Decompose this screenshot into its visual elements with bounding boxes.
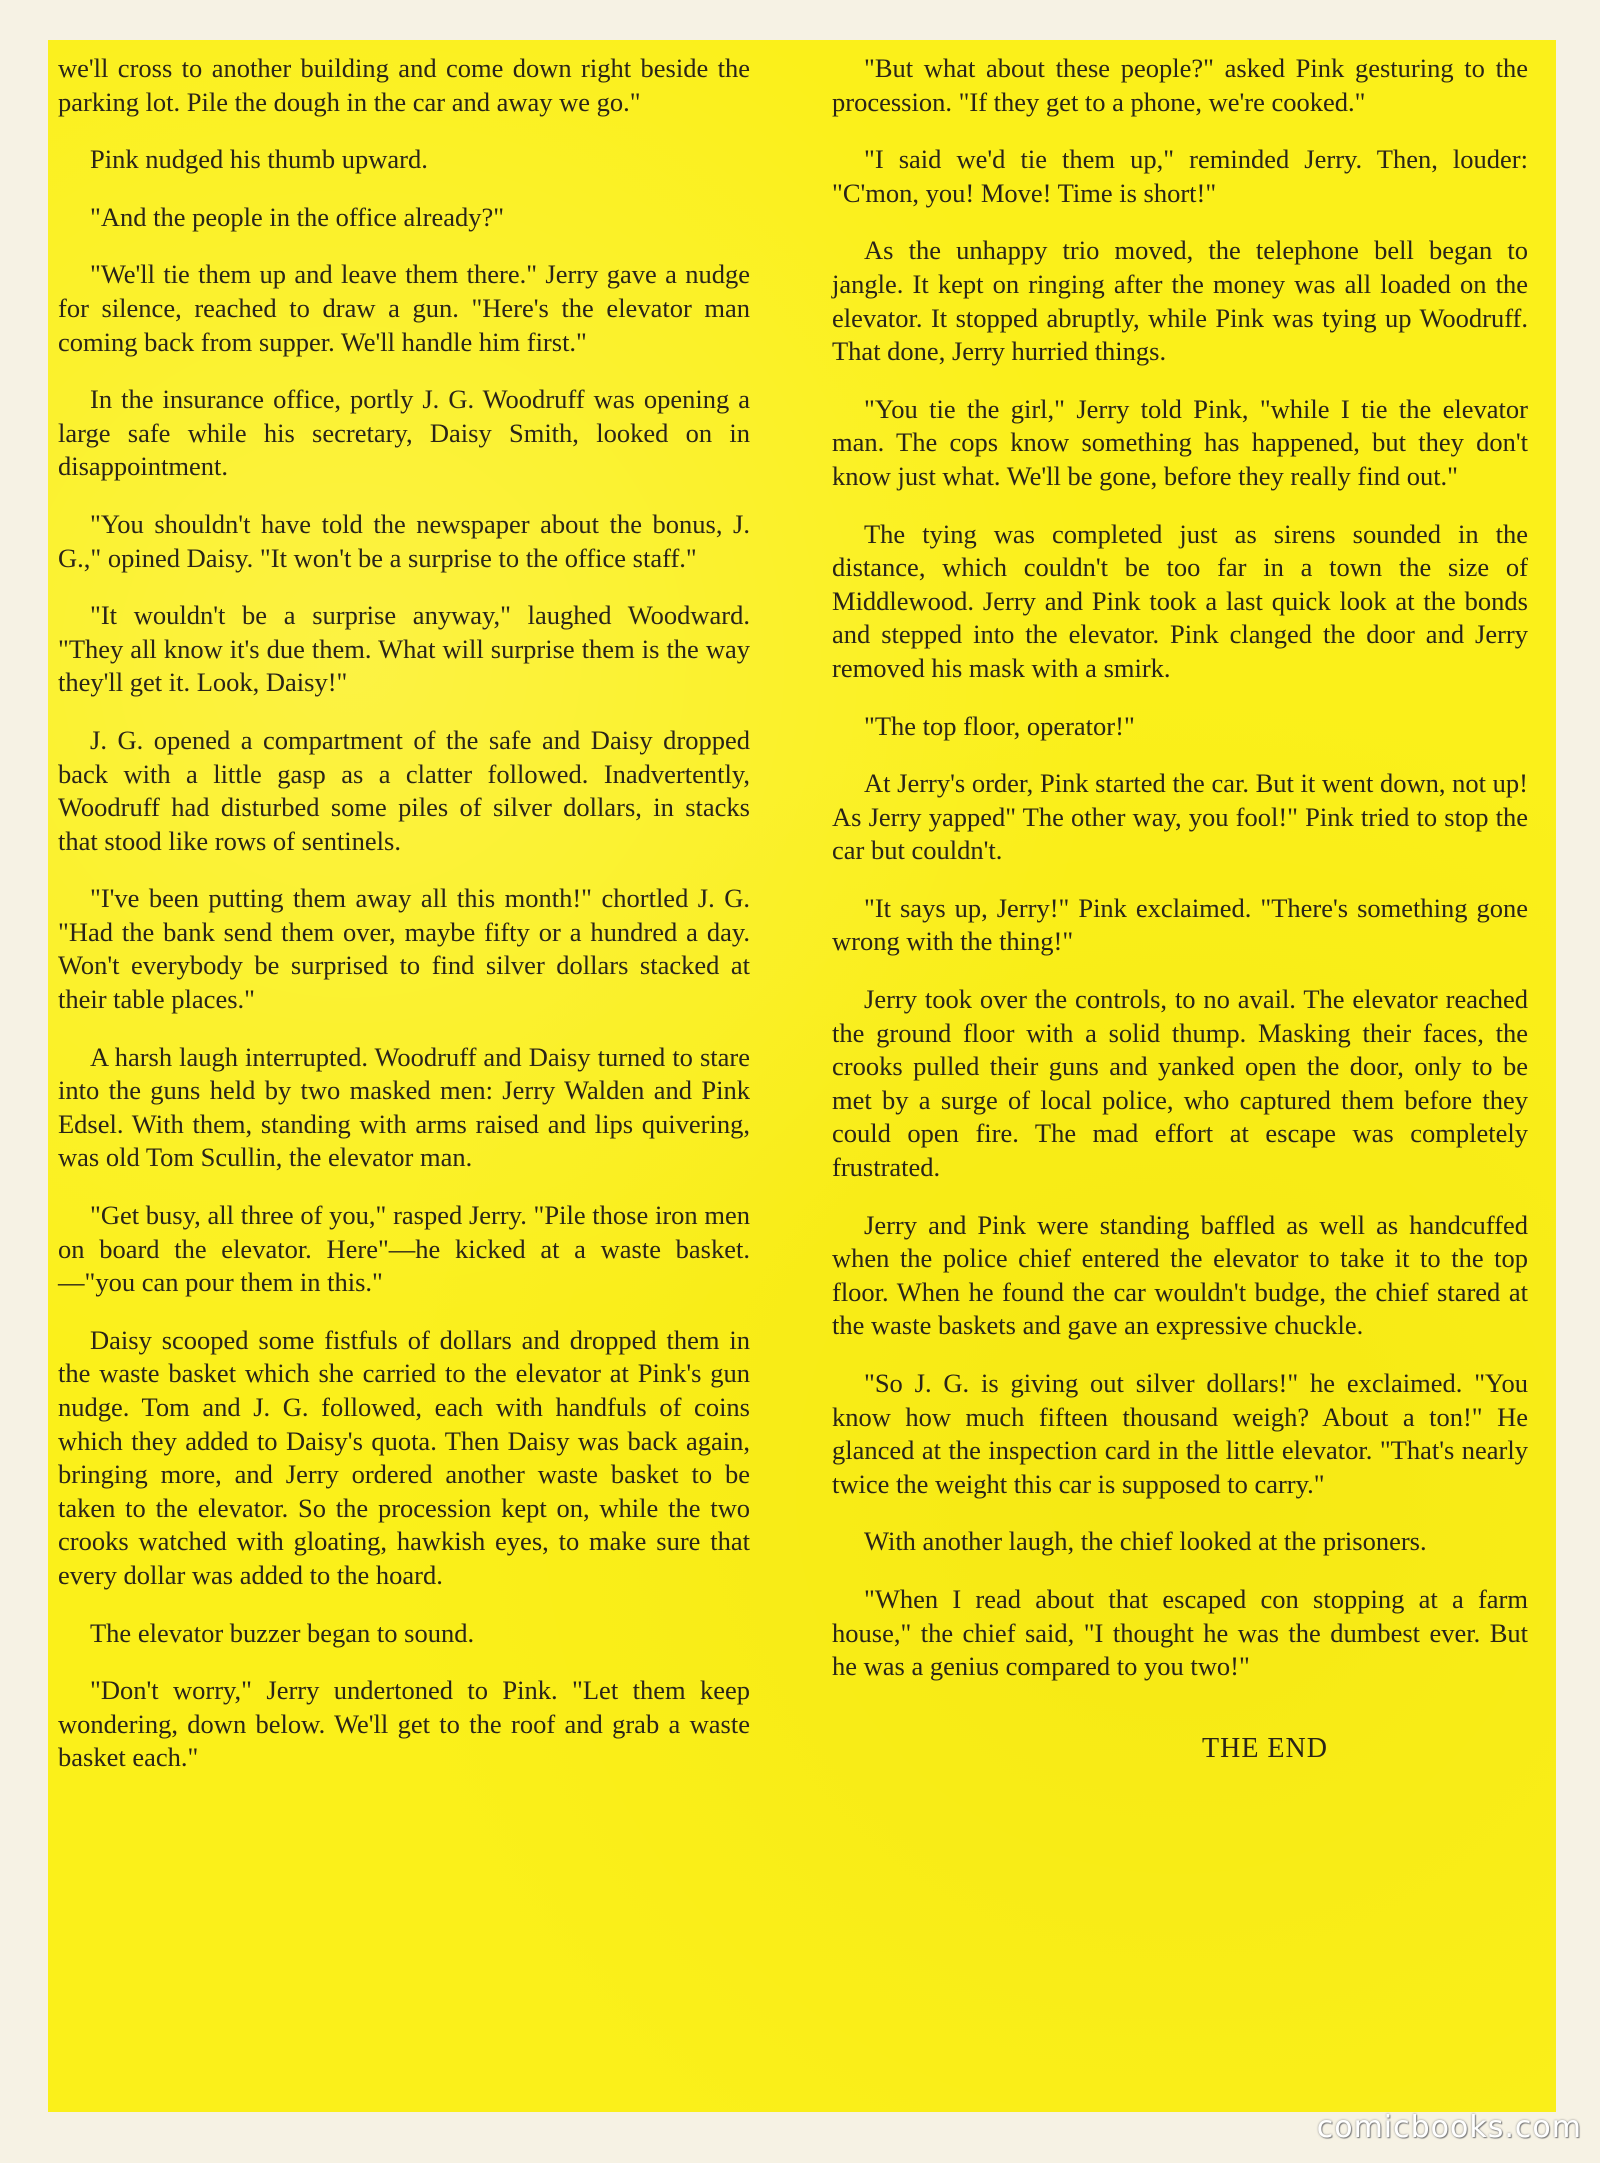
paragraph: "Don't worry," Jerry undertoned to Pink. "Let them keep wondering, down below. We'll get to the roof and grab a waste basket each.": [58, 1675, 750, 1773]
paragraph: "It wouldn't be a surprise anyway," laughed Woodward. "They all know it's due them. What will surprise them is the way they'll get it. Look, Daisy!": [58, 600, 750, 698]
paragraph: A harsh laugh interrupted. Woodruff and Daisy turned to stare into the guns held by two masked men: Jerry Walden and Pink Edsel. With them, standing with arms raised and lips quivering, was old Tom Scullin, the elevator man.: [58, 1041, 750, 1173]
paragraph: The tying was completed just as sirens sounded in the distance, which couldn't be too far in a town the size of Middlewood. Jerry and Pink took a last quick look at the bonds and stepped into the elevator. Pink clanged the door and Jerry removed his mask with a smirk.: [832, 518, 1528, 683]
paragraph: Jerry and Pink were standing baffled as well as handcuffed when the police chief entered the elevator to take it to the top floor. When he found the car wouldn't budge, the chief stared at the waste baskets and gave an expressive chuckle.: [832, 1209, 1528, 1341]
paragraph: "I said we'd tie them up," reminded Jerry. Then, louder: "C'mon, you! Move! Time is short!": [832, 144, 1528, 208]
the-end-label: THE END: [1202, 1732, 1328, 1764]
paragraph: "And the people in the office already?": [90, 201, 505, 232]
paragraph: "The top floor, operator!": [864, 710, 1135, 741]
paragraph: The elevator buzzer began to sound.: [90, 1617, 475, 1648]
paragraph: "We'll tie them up and leave them there." Jerry gave a nudge for silence, reached to draw a gun. "Here's the elevator man coming back from supper. We'll handle him first.": [58, 259, 750, 357]
right-text-column: [832, 52, 1528, 1789]
watermark: comicbooks.com: [1316, 2110, 1582, 2145]
paragraph: "You tie the girl," Jerry told Pink, "while I tie the elevator man. The cops know something has happened, but they don't know just what. We'll be gone, before they really find out.": [832, 393, 1528, 491]
paragraph: Jerry took over the controls, to no avail. The elevator reached the ground floor with a solid thump. Masking their faces, the crooks pulled their guns and yanked open the door, only to be met by a surge of local police, who captured them before they could open fire. The mad effort at escape was completely frustrated.: [832, 984, 1528, 1183]
left-text-column: [58, 52, 750, 1799]
paragraph: "When I read about that escaped con stopping at a farm house," the chief said, "I thought he was the dumbest ever. But he was a genius compared to you two!": [832, 1583, 1528, 1682]
paragraph: "So J. G. is giving out silver dollars!" he exclaimed. "You know how much fifteen thousand weigh? About a ton!" He glanced at the inspection card in the little elevator. "That's nearly twice the weight this car is supposed to carry.": [832, 1368, 1528, 1499]
paragraph: With another laugh, the chief looked at the prisoners.: [864, 1526, 1427, 1557]
paragraph: "Get busy, all three of you," rasped Jerry. "Pile those iron men on board the elevator. Here"—he kicked at a waste basket.—"you can pour them in this.": [58, 1200, 750, 1298]
paragraph: As the unhappy trio moved, the telephone bell began to jangle. It kept on ringing after the money was all loaded on the elevator. It stopped abruptly, while Pink was tying up Woodruff. That done, Jerry hurried things.: [832, 235, 1528, 367]
story-page: [48, 40, 1556, 2112]
paragraph: Daisy scooped some fistfuls of dollars and dropped them in the waste basket which she carried to the elevator at Pink's gun nudge. Tom and J. G. followed, each with handfuls of coins which they added to Daisy's quota. Then Daisy was back again, bringing more, and Jerry ordered another waste basket to be taken to the elevator. So the procession kept on, while the two crooks watched with gloating, hawkish eyes, to make sure that every dollar was added to the hoard.: [58, 1324, 750, 1590]
paragraph: "But what about these people?" asked Pink gesturing to the procession. "If they get to a phone, we're cooked.": [832, 53, 1528, 117]
paragraph: Pink nudged his thumb upward.: [90, 144, 428, 175]
paragraph: At Jerry's order, Pink started the car. But it went down, not up! As Jerry yapped" The other way, you fool!" Pink tried to stop the car but couldn't.: [832, 768, 1528, 866]
paragraph: we'll cross to another building and come down right beside the parking lot. Pile the dough in the car and away we go.": [58, 53, 750, 117]
paragraph: In the insurance office, portly J. G. Woodruff was opening a large safe while his secretary, Daisy Smith, looked on in disappointment.: [58, 384, 750, 482]
paragraph: "It says up, Jerry!" Pink exclaimed. "There's something gone wrong with the thing!": [832, 892, 1528, 957]
paragraph: J. G. opened a compartment of the safe and Daisy dropped back with a little gasp as a clatter followed. Inadvertently, Woodruff had disturbed some piles of silver dollars, in stacks that stood like rows of sentinels.: [58, 724, 750, 856]
paragraph: "I've been putting them away all this month!" chortled J. G. "Had the bank send them over, maybe fifty or a hundred a day. Won't everybody be surprised to find silver dollars stacked at their table places.": [58, 883, 750, 1015]
paragraph: "You shouldn't have told the newspaper about the bonus, J. G.," opined Daisy. "It won't be a surprise to the office staff.": [58, 508, 750, 573]
